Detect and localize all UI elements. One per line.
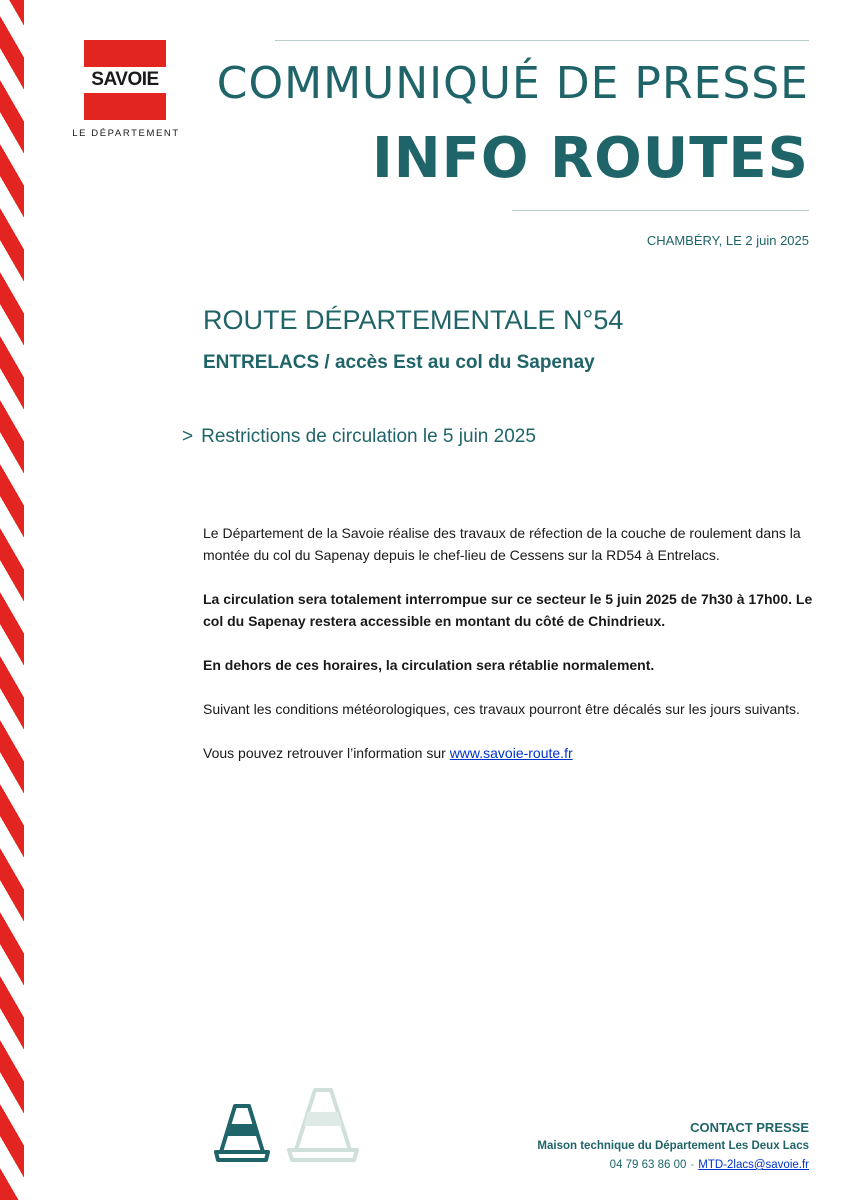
contact-separator: - <box>690 1159 695 1171</box>
contact-phone: 04 79 63 86 00 <box>609 1159 687 1171</box>
traffic-cone-icon <box>212 1102 272 1164</box>
contact-email-link[interactable]: MTD-2lacs@savoie.fr <box>698 1159 809 1171</box>
logo-name: SAVOIE <box>84 67 166 93</box>
paragraph-info <box>203 742 813 764</box>
chevron-right-icon: > <box>182 426 194 447</box>
date-line: CHAMBÉRY, LE 2 juin 2025 <box>646 233 809 248</box>
paragraph-hours: En dehors de ces horaires, la circulation sera rétablie normalement. <box>203 657 655 673</box>
restriction-text: Restrictions de circulation le 5 juin 2025 <box>201 426 536 447</box>
info-routes-title: INFO ROUTES <box>371 126 809 191</box>
header-bottom-rule <box>512 210 809 211</box>
hazard-stripe-band <box>0 0 24 1200</box>
logo-subtitle: LE DÉPARTEMENT <box>72 128 180 139</box>
paragraph-intro: Le Département de la Savoie réalise des travaux de réfection de la couche de roulement dans la montée du col du Sapenay depuis le chef-lieu de Cessens sur la RD54 à Entrelacs. <box>203 525 801 563</box>
paragraph-weather: Suivant les conditions météorologiques, ces travaux pourront être décalés sur les jours suivants. <box>203 701 800 717</box>
contact-title: CONTACT PRESSE <box>690 1120 809 1135</box>
contact-line <box>610 1159 809 1171</box>
header-top-rule <box>275 40 809 41</box>
contact-organization: Maison technique du Département Les Deux Lacs <box>537 1140 809 1152</box>
savoie-route-link[interactable]: www.savoie-route.fr <box>449 745 573 761</box>
restriction-heading <box>182 426 536 448</box>
road-title: ROUTE DÉPARTEMENTALE N°54 <box>203 305 624 335</box>
info-prefix: Vous pouvez retrouver l’information sur <box>203 745 450 761</box>
road-subtitle: ENTRELACS / accès Est au col du Sapenay <box>203 352 595 373</box>
traffic-cone-outline-icon <box>284 1086 362 1168</box>
savoie-logo <box>66 40 186 145</box>
press-release-title: COMMUNIQUÉ DE PRESSE <box>216 58 809 109</box>
paragraph-closure: La circulation sera totalement interrompue sur ce secteur le 5 juin 2025 de 7h30 à 17h00. Le col du Sapenay restera accessible en montant du côté de Chindrieux. <box>203 591 813 629</box>
